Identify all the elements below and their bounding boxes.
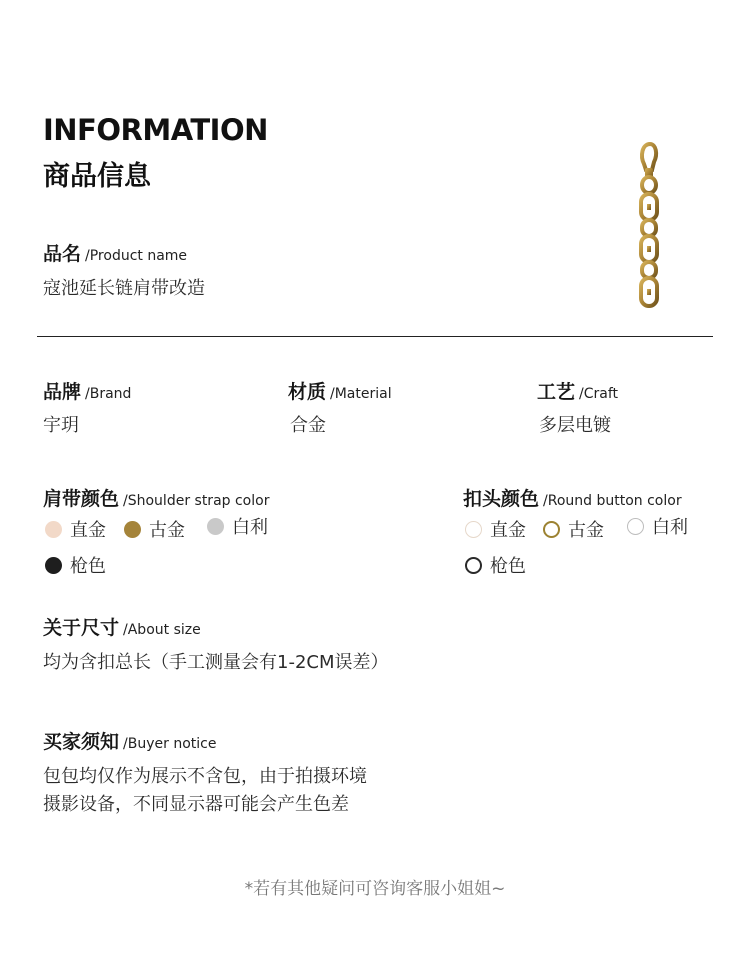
swatch-dot-icon — [45, 557, 62, 574]
product-name-label-cn: 品名 — [43, 243, 82, 265]
strap-option-qiangse[interactable] — [45, 552, 106, 578]
craft-label — [537, 377, 618, 404]
strap-option-zhijin[interactable] — [45, 516, 106, 542]
strap-option-baili[interactable] — [207, 513, 268, 539]
ring-dot-icon — [627, 518, 644, 535]
button-option-label: 直金 — [490, 520, 526, 541]
button-color-label-en: /Round button color — [543, 493, 682, 509]
strap-option-label: 白利 — [232, 517, 268, 538]
strap-color-label — [43, 484, 269, 511]
button-option-gujin[interactable] — [543, 516, 604, 542]
notice-label-en: /Buyer notice — [123, 736, 217, 752]
swatch-dot-icon — [45, 521, 62, 538]
size-label-en: /About size — [123, 622, 201, 638]
title-cn: 商品信息 — [43, 161, 151, 192]
material-label-en: /Material — [330, 386, 392, 402]
strap-option-label: 古金 — [149, 520, 185, 541]
material-value: 合金 — [290, 415, 326, 436]
ring-dot-icon — [465, 521, 482, 538]
brand-label-cn: 品牌 — [43, 381, 82, 403]
footer-note: *若有其他疑问可咨询客服小姐姐~ — [244, 879, 506, 899]
material-label — [288, 377, 392, 404]
notice-label — [43, 727, 216, 754]
button-option-label: 枪色 — [490, 556, 526, 577]
button-option-qiangse[interactable] — [465, 552, 526, 578]
brand-value: 宇玥 — [43, 415, 79, 436]
strap-option-gujin[interactable] — [124, 516, 185, 542]
brand-label-en: /Brand — [85, 386, 132, 402]
product-name-value: 寇池延长链肩带改造 — [43, 278, 205, 299]
swatch-dot-icon — [207, 518, 224, 535]
notice-line-2: 摄影设备，不同显示器可能会产生色差 — [43, 794, 349, 815]
craft-label-cn: 工艺 — [537, 381, 576, 403]
ring-dot-icon — [465, 557, 482, 574]
button-color-label-cn: 扣头颜色 — [463, 488, 540, 510]
strap-color-label-cn: 肩带颜色 — [43, 488, 120, 510]
ring-dot-icon — [543, 521, 560, 538]
strap-option-label: 直金 — [70, 520, 106, 541]
button-option-baili[interactable] — [627, 513, 688, 539]
swatch-dot-icon — [124, 521, 141, 538]
craft-label-en: /Craft — [579, 386, 619, 402]
size-label — [43, 613, 201, 640]
size-label-cn: 关于尺寸 — [43, 617, 120, 639]
divider — [37, 336, 713, 337]
strap-option-label: 枪色 — [70, 556, 106, 577]
strap-color-label-en: /Shoulder strap color — [123, 493, 270, 509]
product-name-label-en: /Product name — [85, 248, 188, 264]
notice-line-1: 包包均仅作为展示不含包，由于拍摄环境 — [43, 766, 367, 787]
title-en: INFORMATION — [43, 113, 268, 147]
notice-label-cn: 买家须知 — [43, 731, 120, 753]
size-value: 均为含扣总长（手工测量会有1-2CM误差） — [43, 652, 389, 673]
product-name-label — [43, 239, 187, 266]
button-option-zhijin[interactable] — [465, 516, 526, 542]
button-option-label: 白利 — [652, 517, 688, 538]
chain-product-image — [632, 140, 664, 312]
button-option-label: 古金 — [568, 520, 604, 541]
material-label-cn: 材质 — [288, 381, 327, 403]
craft-value: 多层电镀 — [539, 415, 611, 436]
brand-label — [43, 377, 131, 404]
button-color-label — [463, 484, 682, 511]
